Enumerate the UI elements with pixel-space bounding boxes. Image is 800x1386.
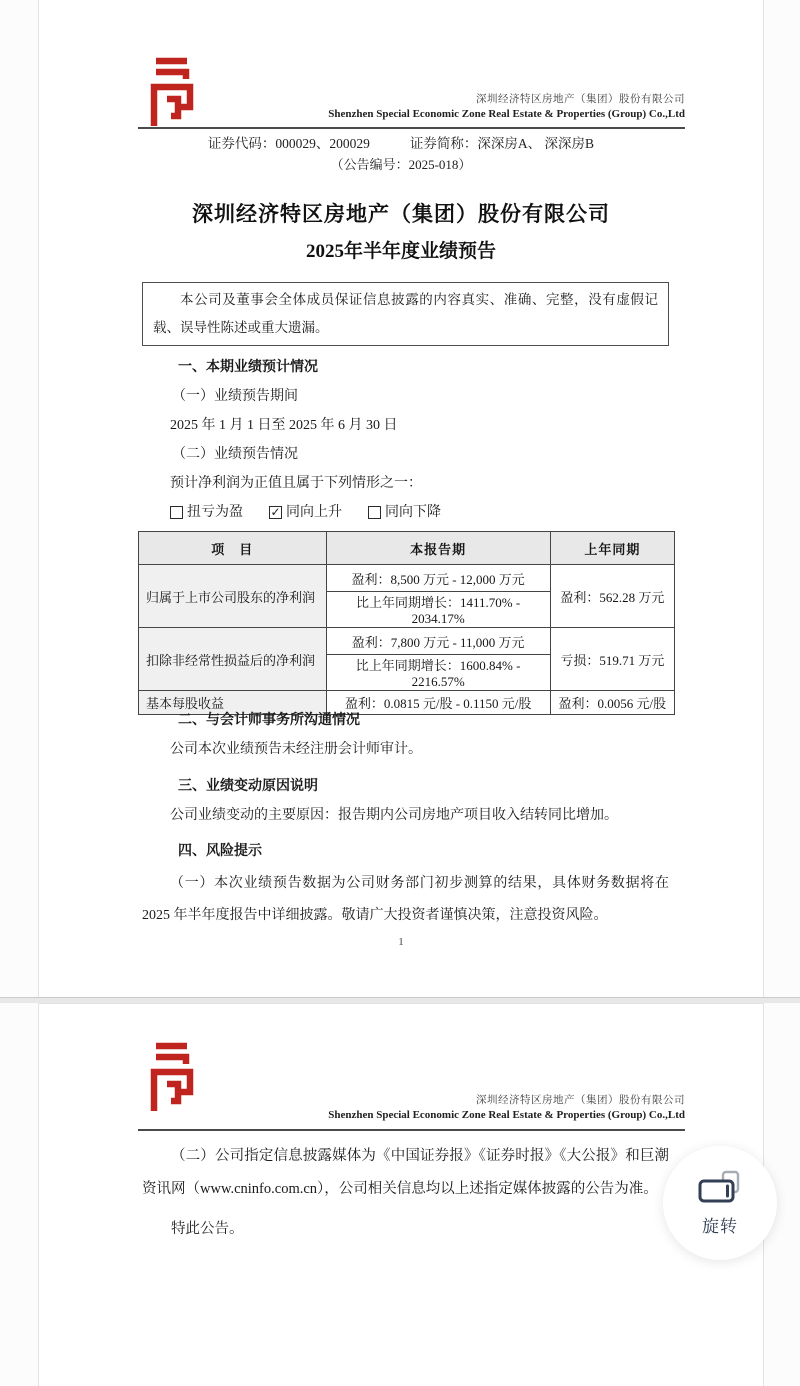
header-rule	[138, 1129, 685, 1131]
section-1-heading: 一、本期业绩预计情况	[178, 360, 318, 375]
pdf-page-1	[38, 0, 764, 998]
company-names	[328, 1094, 685, 1123]
company-name-en: Shenzhen Special Economic Zone Real Estate & Properties (Group) Co.,Ltd	[328, 108, 685, 120]
section-3-body: 公司业绩变动的主要原因：报告期内公司房地产项目收入结转同比增加。	[170, 808, 618, 823]
net-profit-excl-prior: 亏损：519.71 万元	[550, 628, 674, 691]
col-header-current-period: 本报告期	[326, 532, 550, 565]
option-label: 同向上升	[286, 505, 342, 520]
net-profit-range: 盈利：8,500 万元 - 12,000 万元	[326, 565, 550, 592]
section-3-heading: 三、业绩变动原因说明	[178, 779, 318, 794]
doc-title-forecast: 2025年半年度业绩预告	[305, 241, 496, 262]
media-disclosure-paragraph: （二）公司指定信息披露媒体为《中国证券报》《证券时报》《大公报》和巨潮资讯网（www.cninfo.com.cn），公司相关信息均以上述指定媒体披露的公告为准。	[142, 1148, 669, 1197]
disclosure-notice-box: 本公司及董事会全体成员保证信息披露的内容真实、准确、完整，没有虚假记载、误导性陈述或重大遗漏。	[142, 282, 669, 346]
option-label: 同向下降	[385, 505, 441, 520]
security-short-name: 证券简称：深深房A、 深深房B	[409, 136, 595, 151]
checkbox-checked-icon: ✓	[270, 505, 281, 519]
announcement-number: （公告编号：2025-018）	[330, 157, 472, 172]
checkbox-unchecked-icon	[368, 506, 381, 519]
rotate-button-label: 旋转	[702, 1216, 738, 1236]
net-profit-excl-growth: 比上年同期增长：1600.84% - 2216.57%	[326, 655, 550, 691]
eps-prior: 盈利：0.0056 元/股	[550, 691, 674, 715]
option-same-direction-down	[368, 498, 441, 527]
net-profit-growth: 比上年同期增长：1411.70% - 2034.17%	[326, 592, 550, 628]
eps-range: 盈利：0.0815 元/股 - 0.1150 元/股	[326, 691, 550, 715]
section-2-body: 公司本次业绩预告未经注册会计师审计。	[170, 742, 422, 757]
company-name-cn: 深圳经济特区房地产（集团）股份有限公司	[476, 94, 685, 105]
security-code: 证券代码：000029、200029	[207, 136, 370, 151]
row-label-net-profit-excl: 扣除非经常性损益后的净利润	[139, 628, 327, 691]
page-separator	[0, 997, 800, 1003]
table-header-row	[139, 532, 675, 565]
net-profit-excl-range: 盈利：7,800 万元 - 11,000 万元	[326, 628, 550, 655]
option-label: 扭亏为盈	[187, 505, 243, 520]
row-label-net-profit: 归属于上市公司股东的净利润	[139, 565, 327, 628]
security-codes-row	[39, 132, 763, 152]
section-2-heading: 二、与会计师事务所沟通情况	[178, 713, 360, 728]
page-number: 1	[398, 936, 404, 948]
header-rule	[138, 127, 685, 129]
pdf-page-2	[38, 1003, 764, 1386]
col-header-item: 项 目	[139, 532, 327, 565]
section-1	[142, 353, 669, 527]
net-profit-prior: 盈利：562.28 万元	[550, 565, 674, 628]
forecast-table	[138, 531, 675, 715]
company-logo-icon	[141, 56, 201, 126]
col-header-prior-period: 上年同期	[550, 532, 674, 565]
forecast-period-heading: （一）业绩预告期间	[172, 389, 298, 404]
section-4-heading: 四、风险提示	[178, 844, 262, 859]
sections-2-3-4	[142, 706, 669, 932]
table-row	[139, 565, 675, 592]
forecast-type-options	[142, 498, 669, 527]
doc-title-company: 深圳经济特区房地产（集团）股份有限公司	[192, 202, 610, 226]
checkbox-unchecked-icon	[170, 506, 183, 519]
forecast-situation-heading: （二）业绩预告情况	[172, 447, 298, 462]
company-name-en: Shenzhen Special Economic Zone Real Estate & Properties (Group) Co.,Ltd	[328, 1109, 685, 1121]
option-turnaround	[170, 498, 243, 527]
page-2-body	[142, 1138, 669, 1246]
row-label-eps: 基本每股收益	[139, 691, 327, 715]
table-row	[139, 628, 675, 655]
company-logo-icon	[141, 1041, 201, 1111]
forecast-period-value: 2025 年 1 月 1 日至 2025 年 6 月 30 日	[170, 418, 398, 433]
company-names	[328, 93, 685, 122]
closing-statement: 特此公告。	[171, 1221, 244, 1237]
section-4-body: （一）本次业绩预告数据为公司财务部门初步测算的结果，具体财务数据将在 2025 年半年度报告中详细披露。敬请广大投资者谨慎决策，注意投资风险。	[142, 876, 669, 923]
rotate-phone-icon	[697, 1170, 743, 1208]
company-name-cn: 深圳经济特区房地产（集团）股份有限公司	[476, 1095, 685, 1106]
option-same-direction-up	[269, 498, 342, 527]
forecast-note: 预计净利润为正值且属于下列情形之一：	[170, 476, 422, 491]
rotate-button[interactable]	[663, 1146, 777, 1260]
